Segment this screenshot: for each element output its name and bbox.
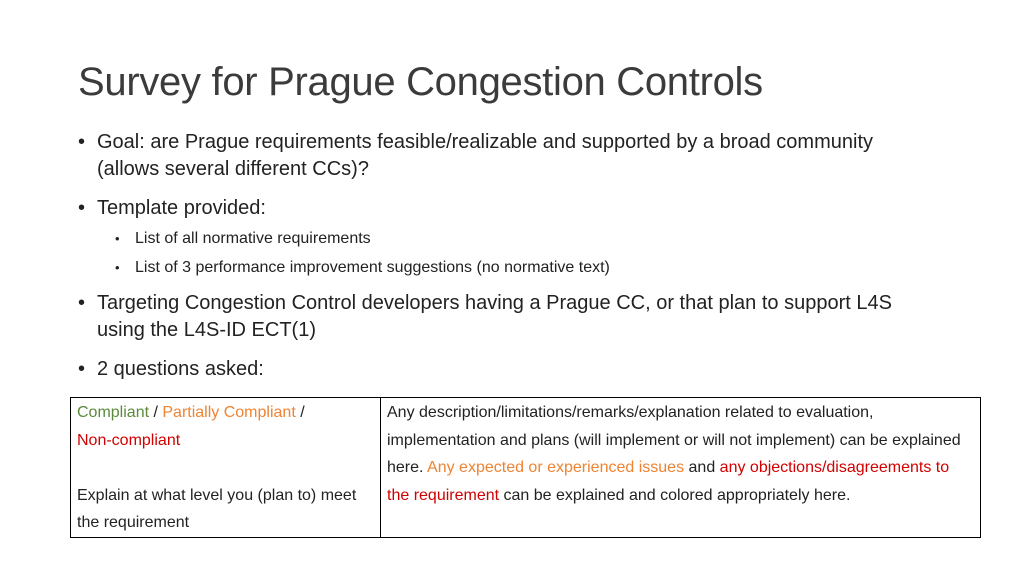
survey-template-table — [70, 397, 981, 538]
bullet-dot-icon: • — [78, 131, 86, 153]
compliance-cell — [71, 398, 381, 538]
bullet-text: 2 questions asked: — [97, 358, 264, 380]
bullet-dot-icon: • — [78, 358, 86, 380]
bullet-targeting — [78, 290, 897, 344]
bullet-text: Template provided: — [97, 197, 266, 219]
separator: / — [149, 404, 163, 421]
description-cell — [381, 398, 981, 538]
description-text: and — [684, 459, 720, 476]
table-row — [71, 398, 981, 538]
explain-text: Explain at what level you (plan to) meet the requirement — [77, 486, 357, 531]
bullet-text: Goal: are Prague requirements feasible/realizable and supported by a broad community (allows several different CCs)? — [97, 131, 873, 180]
sub-bullet-suggestions — [115, 257, 610, 279]
bullet-questions — [78, 356, 897, 383]
sub-bullet-requirements — [115, 228, 371, 250]
separator: / — [295, 404, 305, 421]
bullet-goal — [78, 129, 897, 183]
non-compliant-label: Non-compliant — [77, 431, 181, 449]
sub-bullet-text: List of 3 performance improvement suggestions (no normative text) — [135, 259, 610, 276]
description-text: can be explained and colored appropriately here. — [499, 486, 851, 504]
description-text: Any description/limitations/remarks/explanation related to evaluation, implementation and plans (will implement or will not implement) can be explained here. — [387, 404, 961, 476]
bullet-text: Targeting Congestion Control developers having a Prague CC, or that plan to support L4S using the L4S-ID ECT(1) — [97, 292, 892, 341]
objections-text: any objections/disagreements to the requirement — [387, 459, 950, 504]
bullet-dot-icon: • — [78, 292, 86, 314]
bullet-template — [78, 195, 897, 222]
bullet-dot-icon: • — [78, 197, 86, 219]
issues-text: Any expected or experienced issues — [427, 459, 685, 476]
sub-bullet-text: List of all normative requirements — [135, 230, 371, 247]
partially-compliant-label: Partially Compliant — [162, 404, 296, 421]
bullet-dot-icon: • — [115, 231, 120, 246]
compliant-label: Compliant — [77, 404, 150, 421]
slide-title: Survey for Prague Congestion Controls — [78, 60, 763, 104]
bullet-dot-icon: • — [115, 260, 120, 275]
